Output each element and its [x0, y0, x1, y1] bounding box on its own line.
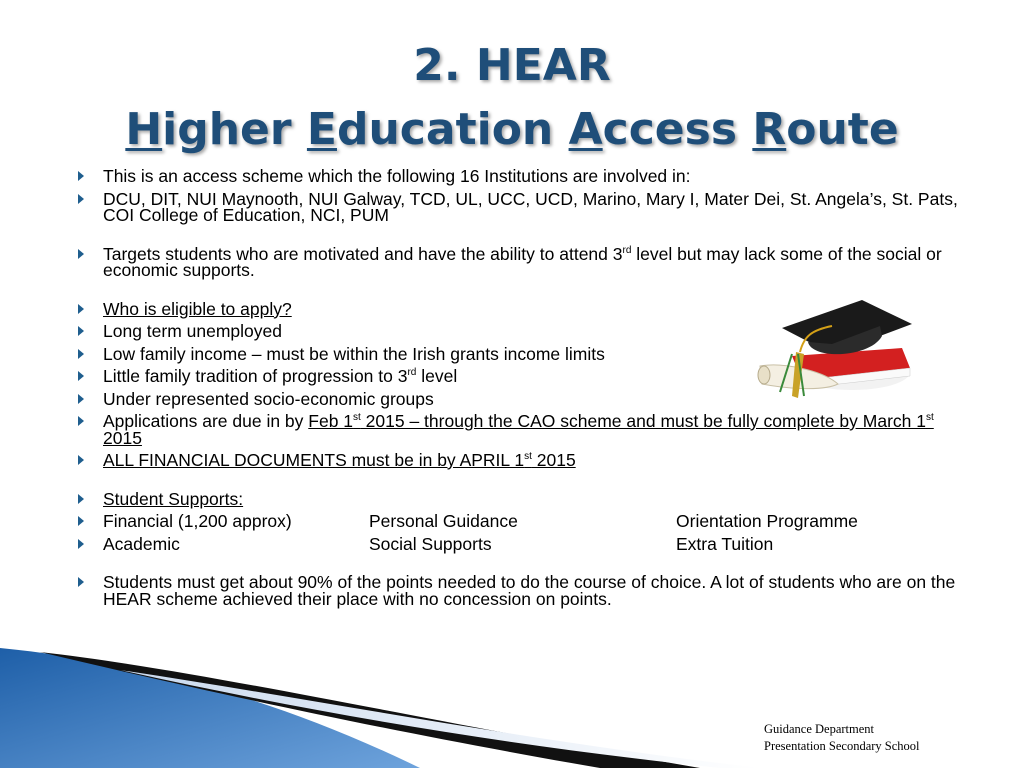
triangle-bullet-icon — [78, 194, 84, 204]
bullet-text: Student Supports: — [103, 488, 244, 509]
support-item: Orientation Programme — [676, 511, 858, 531]
bullet-text: Applications are due in by — [103, 411, 309, 431]
bullet-text: ALL FINANCIAL DOCUMENTS must be in by APRIL 1 — [103, 450, 525, 470]
bullet-text: This is an access scheme which the following 16 Institutions are involved in: — [103, 166, 691, 186]
support-item: Social Supports — [369, 533, 492, 554]
superscript: st — [925, 412, 934, 424]
bullet-points-requirement — [78, 574, 958, 607]
bullet-institutions-list — [78, 188, 958, 225]
title-word-part: ducation — [336, 104, 569, 155]
title-initial-h: H — [125, 104, 163, 155]
triangle-bullet-icon — [78, 516, 84, 526]
bullet-text: Students must get about 90% of the points needed to do the course of choice. A lot of students who are on the HEAR scheme achieved their place with no concession on points. — [103, 572, 956, 609]
supports-columns — [103, 533, 958, 554]
bullet-targets — [78, 243, 958, 280]
title-initial-a: A — [568, 104, 603, 155]
title-initial-e: E — [306, 104, 337, 155]
deadline-part: 2015 – through the CAO scheme and must be fully complete by March 1 — [360, 411, 926, 431]
footer — [764, 721, 920, 755]
triangle-bullet-icon — [78, 455, 84, 465]
triangle-bullet-icon — [78, 304, 84, 314]
bullet-text: level — [416, 366, 458, 386]
footer-department: Guidance Department — [764, 722, 875, 736]
bullet-supports-row-1 — [78, 513, 958, 530]
support-item: Financial (1,200 approx) — [103, 511, 292, 531]
bullet-financial-documents — [78, 452, 958, 469]
bullet-text: 2015 — [531, 450, 576, 470]
footer-school: Presentation Secondary School — [764, 739, 920, 753]
triangle-bullet-icon — [78, 577, 84, 587]
support-item: Academic — [103, 533, 180, 554]
triangle-bullet-icon — [78, 349, 84, 359]
slide-title-line-1: 2. HEAR — [413, 40, 611, 91]
bullet-supports-heading — [78, 488, 958, 509]
bullet-institutions-intro — [78, 168, 958, 185]
bullet-text: DCU, DIT, NUI Maynooth, NUI Galway, TCD, UL, UCC, UCD, Marino, Mary I, Mater Dei, St. Angela’s, St. Pats, COI College of Education, NCI, PUM — [103, 188, 958, 225]
support-item: Personal Guidance — [369, 511, 518, 531]
slide-title-line-2 — [0, 104, 1024, 156]
triangle-bullet-icon — [78, 371, 84, 381]
triangle-bullet-icon — [78, 171, 84, 181]
superscript: st — [524, 451, 532, 463]
bullet-text: level but may lack some of the social or economic supports. — [103, 243, 942, 280]
supports-columns — [103, 513, 958, 530]
title-word-part: ccess — [602, 104, 753, 155]
bullet-supports-row-2 — [78, 533, 958, 554]
bullet-text: Under represented socio-economic groups — [103, 388, 434, 409]
bullet-text: Little family tradition of progression to 3 — [103, 366, 408, 386]
title-word-part: igher — [162, 104, 307, 155]
superscript: st — [353, 412, 361, 424]
triangle-bullet-icon — [78, 416, 84, 426]
triangle-bullet-icon — [78, 326, 84, 336]
graduation-cap-icon — [752, 296, 914, 408]
title-initial-r: R — [752, 104, 787, 155]
bullet-text: Who is eligible to apply? — [103, 298, 292, 319]
triangle-bullet-icon — [78, 494, 84, 504]
triangle-bullet-icon — [78, 249, 84, 259]
triangle-bullet-icon — [78, 539, 84, 549]
superscript: rd — [622, 244, 632, 256]
superscript: rd — [407, 367, 417, 379]
bullet-text: Low family income – must be within the Irish grants income limits — [103, 343, 605, 364]
support-item: Extra Tuition — [676, 533, 774, 554]
bullet-text: Targets students who are motivated and have the ability to attend 3 — [103, 243, 623, 264]
title-word-part: oute — [786, 104, 899, 155]
triangle-bullet-icon — [78, 394, 84, 404]
deadline-part: 2015 — [103, 427, 142, 448]
bullet-text: Long term unemployed — [103, 321, 282, 341]
deadline-part: Feb 1 — [308, 411, 354, 431]
bullet-applications-due — [78, 413, 958, 446]
